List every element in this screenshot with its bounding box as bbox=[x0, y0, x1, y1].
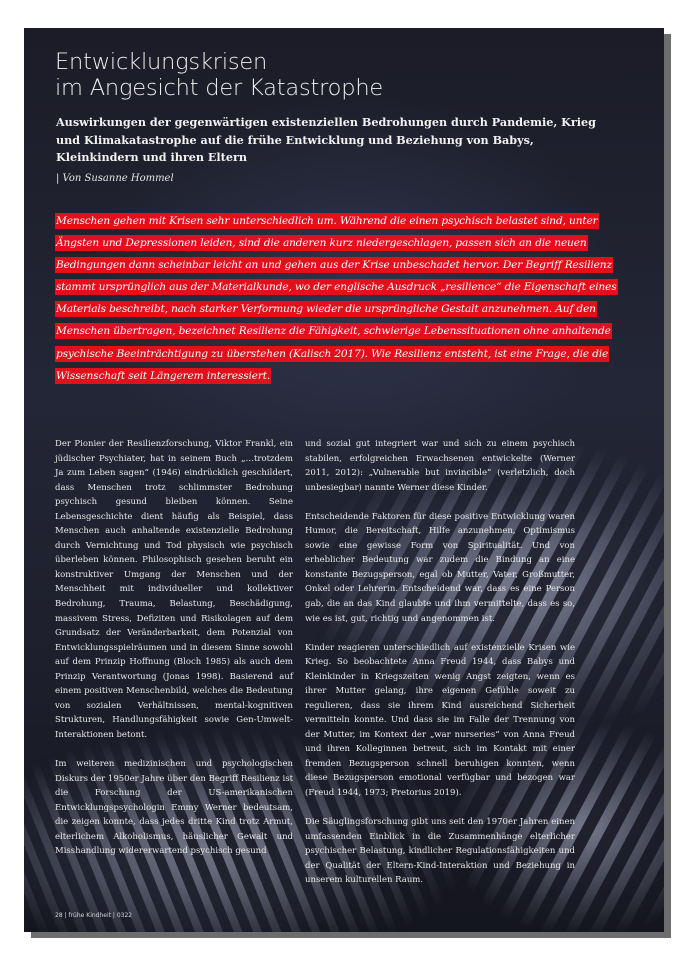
body-paragraph: Entscheidende Faktoren für diese positive Entwicklung waren Humor, die Bereitschaft, Hilfe anzunehmen, Optimismus sowie eine gewisse Form von Spiritualität. Und von erheblicher Bedeutung war zudem die Bindung an eine konstante Bezugsperson, egal ob Mutter, Vater, Großmutter, Onkel oder Lehrerin. Entscheidend war, dass es eine Person gab, die an das Kind glaubte und ihm vermittelte, dass es so, wie es ist, gut, richtig und angenommen ist. bbox=[305, 511, 575, 624]
body-paragraph: und sozial gut integriert war und sich zu einem psychisch stabilen, erfolgreichen Erwachsenen entwickelte (Werner 2011, 2012): „Vulnerable but invincible“ (verletzlich, doch unbesiegbar) nannte Werner diese Kinder. bbox=[305, 439, 575, 493]
lead-text-highlight: Menschen gehen mit Krisen sehr unterschiedlich um. Während die einen psychisch belastet sind, unter Ängsten und Depressionen leiden, sind die anderen kurz niedergeschlagen, passen sich an die neuen Bedingungen dann scheinbar leicht an und gehen aus der Krise unbeschadet hervor. Der Begriff Resilienz stammt ursprünglich aus der Materialkunde, wo der englische Ausdruck „resilience“ die Eigenschaft eines Materials beschreibt, nach starker Verformung wieder die ursprüngliche Gestalt anzunehmen. Auf den Menschen übertragen, bezeichnet Resilienz die Fähigkeit, schwierige Lebenssituationen ohne anhaltende psychische Beeinträchtigung zu überstehen (Kalisch 2017). Wie Resilienz entsteht, ist eine Frage, die die Wissenschaft seit Längerem interessiert. bbox=[56, 215, 617, 382]
article-subtitle: Auswirkungen der gegenwärtigen existenziellen Bedrohungen durch Pandemie, Krieg und Klimakatastrophe auf die frühe Entwicklung und Beziehung von Babys, Kleinkindern und ihren Eltern bbox=[56, 115, 596, 164]
article-title-line-2: im Angesicht der Katastrophe bbox=[55, 75, 384, 101]
article-title-line-1: Entwicklungskrisen bbox=[55, 49, 268, 75]
body-paragraph: Die Säuglingsforschung gibt uns seit den 1970er Jahren einen umfassenden Einblick in die Zusammenhänge elterlicher psychischer Belastung, kindlicher Regulationsfähigkeiten und der Qualität der Eltern-Kind-Interaktion und Beziehung in unserem kulturellen Raum. bbox=[305, 817, 575, 886]
body-paragraph: Der Pionier der Resilienzforschung, Viktor Frankl, ein jüdischer Psychiater, hat in seinem Buch „…trotzdem Ja zum Leben sagen“ (1946) eindrücklich geschildert, dass Menschen trotz schlimmster Bedrohung psychisch gesund bleiben können. Seine Lebensgeschichte dient häufig als Beispiel, dass Menschen auch anhaltende existenzielle Bedrohung durch Vernichtung und Tod physisch wie psychisch überleben können. Philosophisch gesehen beruht ein konstruktiver Umgang der Menschen und der Menschheit mit individueller und kollektiver Bedrohung, Trauma, Belastung, Beschädigung, massivem Stress, Defiziten und Risikolagen auf dem Grundsatz der Veränderbarkeit, dem Potenzial von Entwicklungsspielräumen und in diesem Sinne sowohl auf dem Prinzip Hoffnung (Bloch 1985) als auch dem Prinzip Verantwortung (Jonas 1998). Basierend auf einem positiven Menschenbild, welches die Bedeutung von sozialen Verhältnissen, mental-kognitiven Strukturen, Handlungsfähigkeit sowie Gen-Umwelt-Interaktionen betont. bbox=[55, 439, 293, 740]
body-column-left bbox=[55, 437, 293, 873]
article-title bbox=[55, 49, 383, 101]
author-byline: | Von Susanne Hommel bbox=[56, 173, 174, 184]
magazine-page bbox=[24, 28, 664, 932]
lead-paragraph bbox=[55, 210, 617, 387]
body-paragraph: Kinder reagieren unterschiedlich auf existenzielle Krisen wie Krieg. So beobachtete Anna Freud 1944, dass Babys und Kleinkinder in Kriegszeiten wenig Angst zeigten, wenn es ihrer Mutter gelang, ihre eigenen Gefühle soweit zu regulieren, dass sie ihrem Kind ausreichend Sicherheit vermitteln konnte. Und dass sie im Falle der Trennung von der Mutter, im Kontext der „war nurseries“ von Anna Freud und ihren Kolleginnen betreut, sich im Kontakt mit einer fremden Bezugsperson schnell beruhigen konnten, wenn diese Bezugsperson emotional verfügbar und bezogen war (Freud 1944, 1973; Pretorius 2019). bbox=[305, 642, 575, 799]
body-column-right bbox=[305, 437, 575, 902]
page-footer: 28 | frühe Kindheit | 0322 bbox=[55, 912, 133, 919]
body-paragraph: Im weiteren medizinischen und psychologischen Diskurs der 1950er Jahre über den Begriff Resilienz ist die Forschung der US-amerikanischen Entwicklungspsychologin Emmy Werner bedeutsam, die zeigen konnte, dass jedes dritte Kind trotz Armut, elterlichem Alkoholismus, häuslicher Gewalt und Misshandlung widererwartend psychisch gesund bbox=[55, 758, 293, 857]
